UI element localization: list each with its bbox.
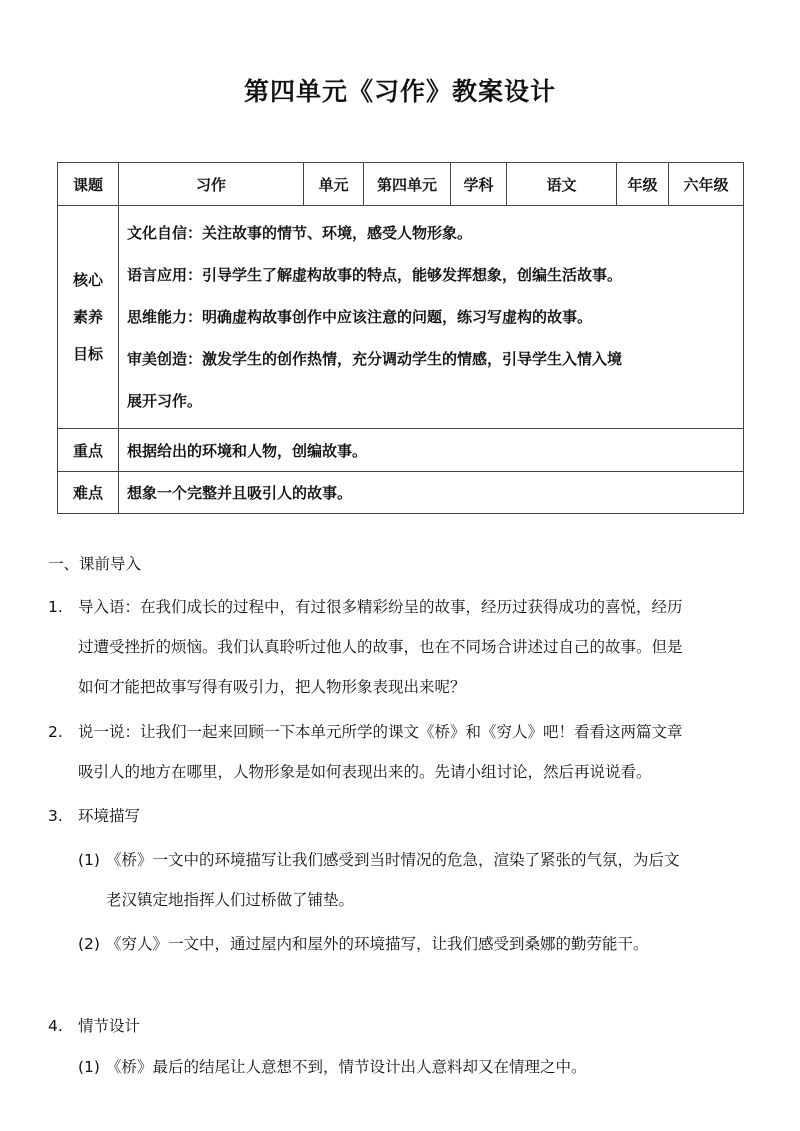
core-label-line: 目标 <box>72 344 103 363</box>
label-grade: 年级 <box>617 163 669 206</box>
lesson-info-table <box>57 162 744 514</box>
paragraph-line: 《桥》最后的结尾让人意想不到，情节设计出人意料却又在情理之中。 <box>106 1058 587 1076</box>
core-label-line: 核心 <box>72 270 103 289</box>
difficulty-text: 想象一个完整并且吸引人的故事。 <box>119 472 744 514</box>
paragraph-line: 过遭受挫折的烦恼。我们认真聆听过他人的故事，也在不同场合讲述过自己的故事。但是 <box>78 638 683 656</box>
value-subject: 语文 <box>507 163 617 206</box>
paragraph-line: 《桥》一文中的环境描写让我们感受到当时情况的危急，渲染了紧张的气氛，为后文 <box>106 851 680 869</box>
section-heading: 一、课前导入 <box>48 555 142 573</box>
paragraph-line: 如何才能把故事写得有吸引力，把人物形象表现出来呢？ <box>78 678 466 696</box>
page-title: 第四单元《习作》教案设计 <box>243 77 556 106</box>
label-unit: 单元 <box>304 163 364 206</box>
value-topic: 习作 <box>119 163 304 206</box>
paragraph-line: 说一说：让我们一起来回顾一下本单元所学的课文《桥》和《穷人》吧！看看这两篇文章 <box>78 723 683 741</box>
value-unit: 第四单元 <box>364 163 451 206</box>
core-goal-thinking: 思维能力：明确虚构故事创作中应该注意的问题，练习写虚构的故事。 <box>127 308 593 326</box>
core-goals-row <box>58 206 744 429</box>
list-number: 4. <box>48 1017 63 1035</box>
sub-number: (2) <box>78 935 100 953</box>
sub-number: (1) <box>78 1058 100 1076</box>
core-goal-culture: 文化自信：关注故事的情节、环境，感受人物形象。 <box>127 224 473 242</box>
core-goals-content <box>119 206 744 429</box>
key-point-text: 根据给出的环境和人物，创编故事。 <box>119 429 744 472</box>
table-header-row <box>58 163 744 206</box>
core-goal-aesthetic: 审美创造：激发学生的创作热情，充分调动学生的情感，引导学生入情入境 <box>127 350 623 368</box>
label-subject: 学科 <box>451 163 507 206</box>
paragraph-line: 吸引人的地方在哪里，人物形象是如何表现出来的。先请小组讨论，然后再说说看。 <box>78 763 652 781</box>
item-heading: 情节设计 <box>78 1017 141 1035</box>
list-number: 2. <box>48 723 63 741</box>
core-label-line: 素养 <box>72 307 103 326</box>
list-number: 1. <box>48 598 63 616</box>
key-point-row <box>58 429 744 472</box>
key-point-label: 重点 <box>58 429 119 472</box>
core-goals-label <box>58 206 119 429</box>
core-goal-language: 语言应用：引导学生了解虚构故事的特点，能够发挥想象，创编生活故事。 <box>127 266 623 284</box>
item-heading: 环境描写 <box>78 807 141 825</box>
value-grade: 六年级 <box>669 163 744 206</box>
sub-number: (1) <box>78 851 100 869</box>
difficulty-row <box>58 472 744 514</box>
paragraph-line: 老汉镇定地指挥人们过桥做了铺垫。 <box>106 891 355 909</box>
label-topic: 课题 <box>58 163 119 206</box>
core-goal-aesthetic-cont: 展开习作。 <box>127 392 203 410</box>
paragraph-line: 导入语：在我们成长的过程中，有过很多精彩纷呈的故事，经历过获得成功的喜悦，经历 <box>78 598 683 616</box>
list-number: 3. <box>48 807 63 825</box>
difficulty-label: 难点 <box>58 472 119 514</box>
paragraph-line: 《穷人》一文中，通过屋内和屋外的环境描写，让我们感受到桑娜的勤劳能干。 <box>106 935 649 953</box>
